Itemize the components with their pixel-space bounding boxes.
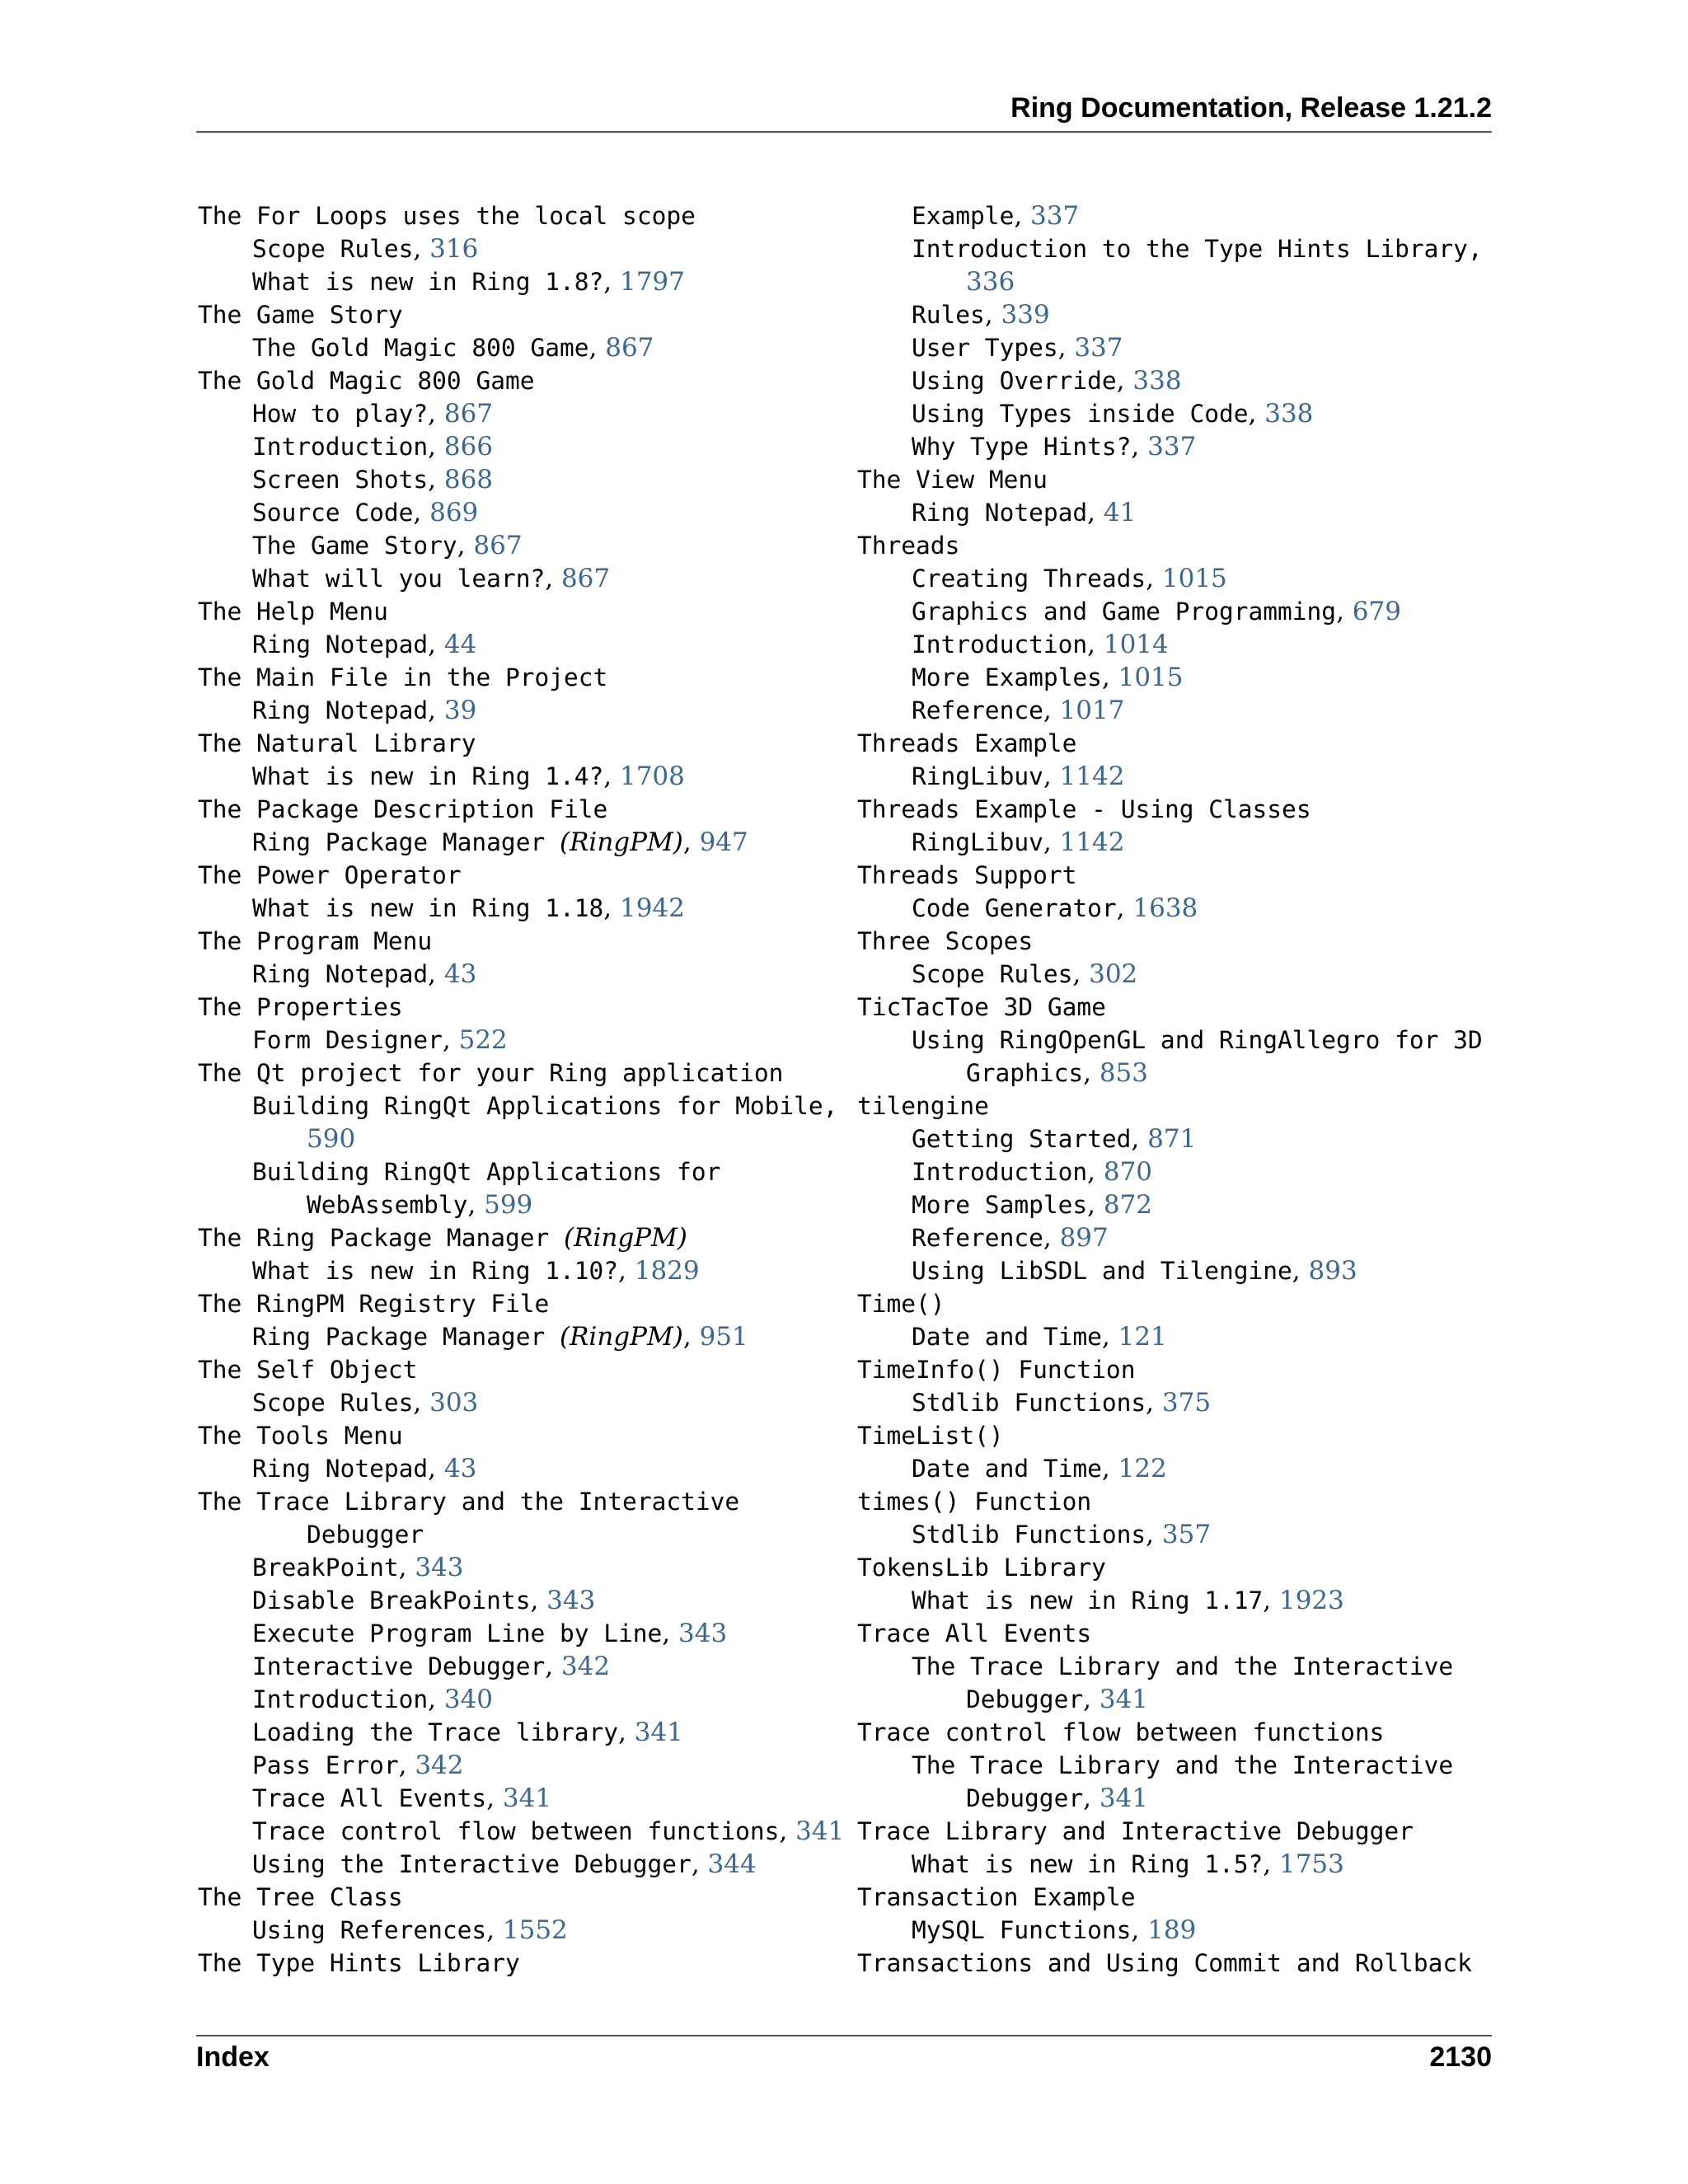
index-subentry: RingLibuv, 1142 (912, 762, 1125, 791)
entry-text: Date and Time (912, 1323, 1102, 1351)
index-subentry: Date and Time, 122 (912, 1454, 1167, 1483)
index-term (198, 1221, 857, 1254)
index-subentry: Ring Notepad, 39 (252, 696, 477, 725)
page-reference-link[interactable]: 121 (1118, 1322, 1167, 1352)
entry-text: Execute Program Line by Line (252, 1619, 663, 1647)
entry-text: The Trace Library and the Interactive (912, 1652, 1454, 1680)
index-term (198, 1881, 857, 1914)
entry-text: The Tree Class (198, 1883, 403, 1911)
entry-text: Scope Rules (252, 1389, 414, 1417)
index-term (857, 529, 1517, 562)
index-subentry: Stdlib Functions, 357 (912, 1520, 1212, 1549)
index-term (857, 1881, 1517, 1914)
page-reference-link[interactable]: 341 (634, 1718, 683, 1747)
entry-text: What is new in Ring 1.5? (912, 1850, 1264, 1878)
index-subentry: Ring Notepad, 41 (912, 498, 1137, 527)
entry-text: Introduction (252, 1685, 429, 1713)
entry-text: Loading the Trace library (252, 1718, 619, 1746)
entry-text: The Ring Package Manager (198, 1224, 565, 1252)
page-reference-link[interactable]: 357 (1161, 1520, 1212, 1549)
entry-text: Building RingQt Applications for Mobile, (252, 1092, 838, 1120)
entry-text: Getting Started (912, 1125, 1132, 1153)
entry-text: What will you learn? (252, 565, 546, 593)
page-reference-link[interactable]: 1015 (1161, 564, 1227, 593)
entry-text: Three Scopes (857, 927, 1034, 955)
entry-text: Debugger (966, 1784, 1084, 1812)
entry-text: The Tools Menu (198, 1422, 403, 1450)
page-reference-link[interactable]: 39 (443, 696, 477, 725)
index-subentry: Trace All Events, 341 (252, 1783, 552, 1813)
entry-text: The Program Menu (198, 927, 433, 955)
entry-text: Trace control flow between functions (857, 1718, 1385, 1746)
index-subentry: Stdlib Functions, 375 (912, 1388, 1212, 1418)
index-continuation (857, 265, 1517, 298)
page-reference-link[interactable]: 947 (699, 827, 748, 857)
page-reference-link[interactable]: 344 (707, 1849, 757, 1879)
page-reference-link[interactable]: 342 (415, 1750, 464, 1780)
index-subentry: What is new in Ring 1.17, 1923 (912, 1586, 1344, 1615)
index-subentry: The Game Story, 867 (252, 531, 523, 560)
page-reference-link[interactable]: 339 (1001, 300, 1050, 330)
page-reference-link[interactable]: 590 (307, 1124, 356, 1154)
entry-text: TimeInfo() Function (857, 1356, 1136, 1384)
entry-text: The For Loops uses the local scope (198, 202, 696, 230)
index-term (857, 1617, 1517, 1650)
entry-text: Ring Package Manager (252, 1323, 560, 1351)
entry-text: More Samples (912, 1191, 1088, 1219)
index-subentry: Introduction, 340 (252, 1685, 494, 1714)
entry-text: Stdlib Functions (912, 1389, 1146, 1417)
entry-text: Ring Notepad (252, 1455, 429, 1483)
index-term (857, 1419, 1517, 1452)
page-reference-link[interactable]: 338 (1264, 399, 1314, 429)
page-reference-link[interactable]: 302 (1089, 959, 1138, 989)
index-term (198, 1485, 857, 1518)
index-term (857, 859, 1517, 892)
index-subentry: MySQL Functions, 189 (912, 1915, 1197, 1945)
entry-text: What is new in Ring 1.8? (252, 268, 604, 296)
index-subentry: Using Types inside Code, 338 (912, 399, 1314, 429)
index-subentry: Loading the Trace library, 341 (252, 1718, 683, 1747)
entry-text: Using Override (912, 367, 1117, 395)
page-reference-link[interactable]: 1708 (619, 762, 685, 791)
entry-text: Introduction (912, 630, 1088, 658)
page-reference-link[interactable]: 122 (1118, 1454, 1167, 1483)
index-subentry: What is new in Ring 1.18, 1942 (252, 893, 685, 923)
page-reference-link[interactable]: 853 (1099, 1058, 1148, 1088)
index-subentry: Scope Rules, 302 (912, 959, 1138, 989)
index-subentry (857, 1749, 1517, 1782)
page-reference-link[interactable]: 893 (1308, 1256, 1357, 1286)
index-subentry: Getting Started, 871 (912, 1124, 1197, 1154)
entry-text: The Game Story (252, 532, 457, 560)
entry-text: WebAssembly (307, 1191, 468, 1219)
index-subentry (857, 1024, 1517, 1057)
page-reference-link[interactable]: 341 (1099, 1685, 1148, 1714)
entry-text: The Trace Library and the Interactive (912, 1751, 1454, 1779)
page-reference-link[interactable]: 189 (1147, 1915, 1197, 1945)
page-reference-link[interactable]: 867 (605, 333, 654, 363)
entry-text: Ring Notepad (252, 630, 429, 658)
page-reference-link[interactable]: 316 (429, 234, 479, 264)
index-subentry (857, 1650, 1517, 1683)
index-term (198, 298, 857, 331)
entry-text: BreakPoint (252, 1554, 399, 1582)
index-subentry: What is new in Ring 1.5?, 1753 (912, 1849, 1344, 1879)
page-reference-link[interactable]: 43 (443, 959, 477, 989)
page-reference-link[interactable]: 337 (1030, 201, 1080, 231)
index-subentry: More Examples, 1015 (912, 663, 1184, 692)
entry-text: Building RingQt Applications for (252, 1158, 721, 1186)
entry-text: Reference (912, 1224, 1043, 1252)
entry-text: Using References (252, 1916, 487, 1944)
page-reference-link[interactable]: 343 (546, 1586, 596, 1615)
index-term (198, 364, 857, 397)
page-reference-link[interactable]: 1638 (1132, 893, 1198, 923)
entry-text: What is new in Ring 1.18 (252, 894, 604, 922)
index-subentry: What will you learn?, 867 (252, 564, 611, 593)
entry-text: Using Types inside Code (912, 400, 1249, 428)
index-subentry: Code Generator, 1638 (912, 893, 1198, 923)
index-subentry: Using LibSDL and Tilengine, 893 (912, 1256, 1357, 1286)
entry-text: The Package Description File (198, 795, 608, 823)
index-subentry: BreakPoint, 343 (252, 1553, 464, 1582)
entry-text: The Power Operator (198, 861, 462, 889)
index-term (198, 1419, 857, 1452)
page-reference-link[interactable]: 336 (966, 267, 1015, 297)
index-term (198, 595, 857, 628)
entry-text: Ring Notepad (252, 696, 429, 724)
index-subentry: User Types, 337 (912, 333, 1123, 363)
page-reference-link[interactable]: 866 (443, 432, 494, 462)
entry-text: Screen Shots (252, 466, 429, 494)
page-reference-link[interactable]: 869 (429, 498, 479, 527)
index-subentry: What is new in Ring 1.10?, 1829 (252, 1256, 700, 1286)
index-subentry: Introduction, 870 (912, 1157, 1153, 1187)
page-reference-link[interactable]: 341 (502, 1783, 552, 1813)
entry-text: Trace All Events (857, 1619, 1092, 1647)
index-subentry: What is new in Ring 1.4?, 1708 (252, 762, 685, 791)
page-reference-link[interactable]: 44 (443, 630, 477, 659)
entry-text: Rules (912, 301, 985, 329)
entry-text: The Gold Magic 800 Game (252, 334, 589, 362)
page-reference-link[interactable]: 1017 (1059, 696, 1125, 725)
entry-text: Threads Support (857, 861, 1077, 889)
page-reference-link[interactable]: 1142 (1059, 762, 1125, 791)
index-subentry: Ring Notepad, 44 (252, 630, 477, 659)
index-subentry: Using References, 1552 (252, 1915, 568, 1945)
entry-text: Pass Error (252, 1751, 399, 1779)
index-subentry: Pass Error, 342 (252, 1750, 464, 1780)
index-continuation: Graphics, 853 (966, 1058, 1148, 1088)
index-subentry: Why Type Hints?, 337 (912, 432, 1197, 462)
entry-text: The Help Menu (198, 598, 388, 626)
page-reference-link[interactable]: 337 (1074, 333, 1123, 363)
entry-text: How to play? (252, 400, 429, 428)
index-term (857, 991, 1517, 1024)
entry-text: TokensLib Library (857, 1554, 1106, 1582)
index-subentry: How to play?, 867 (252, 399, 494, 429)
entry-text: Trace Library and Interactive Debugger (857, 1817, 1414, 1845)
index-term (198, 925, 857, 958)
entry-text: Threads Example - Using Classes (857, 795, 1311, 823)
footer-rule (196, 2035, 1492, 2036)
entry-text: Date and Time (912, 1455, 1102, 1483)
index-subentry: Ring Package Manager (RingPM), 951 (252, 1322, 748, 1352)
page-reference-link[interactable]: 341 (795, 1816, 845, 1846)
entry-text: RingLibuv (912, 828, 1043, 856)
index-subentry: Using Override, 338 (912, 366, 1182, 396)
index-term (857, 463, 1517, 496)
page-reference-link[interactable]: 375 (1161, 1388, 1212, 1418)
entry-text: The Natural Library (198, 729, 476, 757)
index-term (198, 1287, 857, 1320)
entry-text: Using RingOpenGL and RingAllegro for 3D (912, 1026, 1483, 1054)
entry-text: Scope Rules (912, 960, 1073, 988)
index-term (857, 1551, 1517, 1584)
index-column-left (198, 199, 857, 1980)
entry-text: The Game Story (198, 301, 403, 329)
entry-text: Transactions and Using Commit and Rollback (857, 1949, 1472, 1977)
page-reference-link[interactable]: 1014 (1103, 630, 1169, 659)
index-term (198, 793, 857, 826)
index-subentry (857, 232, 1517, 265)
page-reference-link[interactable]: 337 (1147, 432, 1197, 462)
entry-text: Creating Threads (912, 565, 1146, 593)
index-subentry: RingLibuv, 1142 (912, 827, 1125, 857)
page-reference-link[interactable]: 870 (1103, 1157, 1153, 1187)
entry-text: Introduction (252, 433, 429, 461)
index-subentry: Scope Rules, 303 (252, 1388, 479, 1418)
page-reference-link[interactable]: 897 (1059, 1223, 1109, 1253)
index-term (198, 1947, 857, 1980)
page-reference-link[interactable]: 867 (473, 531, 523, 560)
page-reference-link[interactable]: 338 (1132, 366, 1182, 396)
entry-text: Threads Example (857, 729, 1077, 757)
page-reference-link[interactable]: 867 (560, 564, 611, 593)
entry-text: The Self Object (198, 1356, 418, 1384)
index-term (198, 991, 857, 1024)
page-reference-link[interactable]: 522 (458, 1025, 508, 1055)
index-subentry: Introduction, 1014 (912, 630, 1169, 659)
page-reference-link[interactable]: 1552 (502, 1915, 568, 1945)
index-subentry: Interactive Debugger, 342 (252, 1652, 611, 1681)
page-reference-link[interactable]: 872 (1103, 1190, 1153, 1220)
entry-text: Interactive Debugger (252, 1652, 546, 1680)
entry-text: More Examples (912, 663, 1102, 691)
index-subentry: Screen Shots, 868 (252, 465, 494, 494)
entry-text: Using the Interactive Debugger (252, 1850, 692, 1878)
index-subentry: Source Code, 869 (252, 498, 479, 527)
index-term (857, 1090, 1517, 1122)
entry-text: Disable BreakPoints (252, 1586, 531, 1615)
page-reference-link[interactable]: 1923 (1278, 1586, 1344, 1615)
index-subentry (198, 1090, 857, 1122)
entry-text: Form Designer (252, 1026, 443, 1054)
index-subentry: Ring Package Manager (RingPM), 947 (252, 827, 748, 857)
entry-text: Code Generator (912, 894, 1117, 922)
entry-text: Trace control flow between functions (252, 1817, 780, 1845)
index-subentry: Rules, 339 (912, 300, 1050, 330)
entry-text: What is new in Ring 1.17 (912, 1586, 1264, 1615)
entry-text: TicTacToe 3D Game (857, 993, 1106, 1021)
entry-text: Ring Package Manager (252, 828, 560, 856)
index-term (198, 859, 857, 892)
index-term (857, 1485, 1517, 1518)
index-subentry: Ring Notepad, 43 (252, 1454, 477, 1483)
page-reference-link[interactable]: 679 (1352, 597, 1401, 626)
page-reference-link[interactable]: 43 (443, 1454, 477, 1483)
entry-text: The Qt project for your Ring application (198, 1059, 784, 1087)
entry-emphasis: (RingPM) (564, 1223, 687, 1253)
index-subentry: Ring Notepad, 43 (252, 959, 477, 989)
index-continuation (198, 1518, 857, 1551)
index-continuation (198, 1122, 857, 1155)
page-reference-link[interactable]: 341 (1099, 1783, 1148, 1813)
index-subentry: The Gold Magic 800 Game, 867 (252, 333, 654, 363)
entry-text: Trace All Events (252, 1784, 487, 1812)
entry-text: tilengine (857, 1092, 989, 1120)
index-subentry: Using the Interactive Debugger, 344 (252, 1849, 757, 1879)
index-column-right (857, 199, 1517, 1980)
index-term (857, 1287, 1517, 1320)
entry-text: The Gold Magic 800 Game (198, 367, 535, 395)
index-term (857, 1353, 1517, 1386)
page-reference-link[interactable]: 1829 (634, 1256, 700, 1286)
footer-section: Index (196, 2041, 270, 2073)
index-term (857, 1815, 1517, 1848)
index-term (857, 1947, 1517, 1980)
entry-text: The Main File in the Project (198, 663, 608, 691)
index-subentry: Date and Time, 121 (912, 1322, 1167, 1352)
index-subentry: Form Designer, 522 (252, 1025, 508, 1055)
entry-text: Introduction to the Type Hints Library, (912, 235, 1483, 263)
index-subentry: Graphics and Game Programming, 679 (912, 597, 1401, 626)
header-rule (196, 131, 1492, 133)
page-reference-link[interactable]: 951 (699, 1322, 748, 1352)
index-term (198, 727, 857, 760)
entry-text: Debugger (307, 1521, 424, 1549)
index-term (198, 661, 857, 694)
index-term (857, 727, 1517, 760)
entry-text: Graphics (966, 1059, 1084, 1087)
page-reference-link[interactable]: 599 (484, 1190, 533, 1220)
entry-text: TimeList() (857, 1422, 1004, 1450)
page-reference-link[interactable]: 340 (443, 1685, 494, 1714)
page-reference-link[interactable]: 1797 (619, 267, 685, 297)
entry-text: Reference (912, 696, 1043, 724)
index-subentry: Trace control flow between functions, 341 (252, 1816, 845, 1846)
index-subentry: Scope Rules, 316 (252, 234, 479, 264)
page-reference-link[interactable]: 1942 (619, 893, 685, 923)
entry-text: RingLibuv (912, 762, 1043, 790)
index-term (198, 1057, 857, 1090)
entry-text: User Types (912, 334, 1058, 362)
entry-text: Ring Notepad (252, 960, 429, 988)
index-term (857, 925, 1517, 958)
index-subentry (198, 1155, 857, 1188)
index-subentry: Execute Program Line by Line, 343 (252, 1619, 728, 1648)
entry-emphasis: (RingPM) (559, 1322, 683, 1352)
index-term (857, 793, 1517, 826)
entry-text: Transaction Example (857, 1883, 1136, 1911)
index-subentry: Reference, 1017 (912, 696, 1125, 725)
entry-text: Graphics and Game Programming (912, 598, 1337, 626)
entry-text: Source Code (252, 499, 414, 527)
entry-text: What is new in Ring 1.10? (252, 1257, 619, 1285)
entry-text: MySQL Functions (912, 1916, 1132, 1944)
index-term (857, 1716, 1517, 1749)
page-reference-link[interactable]: 1753 (1278, 1849, 1344, 1879)
page-reference-link[interactable]: 1015 (1118, 663, 1184, 692)
page-reference-link[interactable]: 342 (560, 1652, 611, 1681)
index-subentry: More Samples, 872 (912, 1190, 1153, 1220)
entry-text: Threads (857, 532, 960, 560)
index-continuation: Debugger, 341 (966, 1783, 1148, 1813)
entry-text: The Trace Library and the Interactive (198, 1488, 740, 1516)
entry-text: Stdlib Functions (912, 1521, 1146, 1549)
entry-text: times() Function (857, 1488, 1092, 1516)
page-reference-link[interactable]: 1142 (1059, 827, 1125, 857)
page-reference-link[interactable]: 868 (443, 465, 494, 494)
index-subentry: Creating Threads, 1015 (912, 564, 1227, 593)
index-term (198, 1353, 857, 1386)
index-subentry: Disable BreakPoints, 343 (252, 1586, 596, 1615)
entry-text: The RingPM Registry File (198, 1290, 550, 1318)
entry-text: Debugger (966, 1685, 1084, 1713)
entry-text: What is new in Ring 1.4? (252, 762, 604, 790)
index-term (198, 199, 857, 232)
page-reference-link[interactable]: 41 (1103, 498, 1137, 527)
entry-text: The Properties (198, 993, 403, 1021)
index-continuation: Debugger, 341 (966, 1685, 1148, 1714)
entry-emphasis: (RingPM) (559, 827, 683, 857)
header-title: Ring Documentation, Release 1.21.2 (1010, 92, 1492, 124)
index-subentry: What is new in Ring 1.8?, 1797 (252, 267, 685, 297)
entry-text: Introduction (912, 1158, 1088, 1186)
page-reference-link[interactable]: 343 (415, 1553, 464, 1582)
page-reference-link[interactable]: 343 (678, 1619, 728, 1648)
index-subentry: Reference, 897 (912, 1223, 1109, 1253)
footer-page-number: 2130 (1429, 2041, 1492, 2073)
entry-text: Time() (857, 1290, 945, 1318)
entry-text: Using LibSDL and Tilengine (912, 1257, 1292, 1285)
page-reference-link[interactable]: 303 (429, 1388, 479, 1418)
entry-text: Ring Notepad (912, 499, 1088, 527)
entry-text: Example (912, 202, 1015, 230)
index-continuation: WebAssembly, 599 (307, 1190, 533, 1220)
entry-text: Why Type Hints? (912, 433, 1132, 461)
page-reference-link[interactable]: 871 (1147, 1124, 1197, 1154)
entry-text: Scope Rules (252, 235, 414, 263)
index-subentry: Example, 337 (912, 201, 1080, 231)
index-subentry: Introduction, 866 (252, 432, 494, 462)
entry-text: The View Menu (857, 466, 1048, 494)
entry-text: The Type Hints Library (198, 1949, 520, 1977)
page-reference-link[interactable]: 867 (443, 399, 494, 429)
